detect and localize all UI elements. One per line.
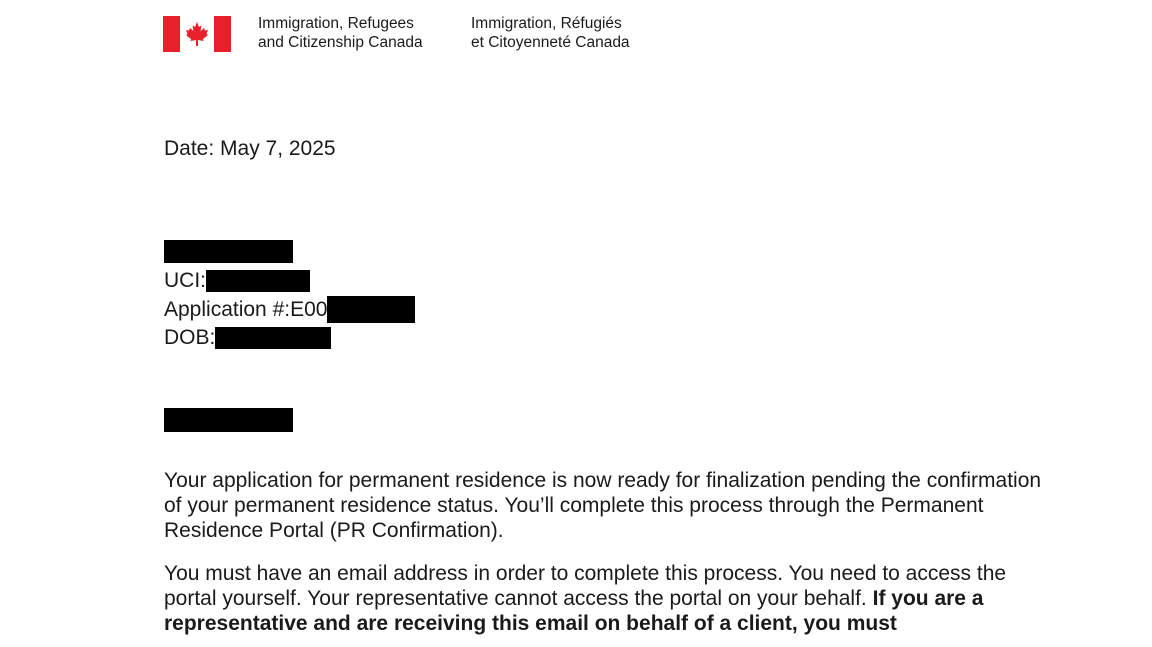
uci-line — [164, 267, 415, 296]
dob-line — [164, 324, 415, 353]
redaction-bar — [164, 408, 293, 432]
application-number-redaction — [327, 296, 415, 323]
uci-label: UCI: — [164, 269, 206, 292]
dob-redaction — [215, 327, 331, 349]
application-number-label: Application #:E00 — [164, 297, 328, 321]
department-name-french — [471, 14, 671, 52]
flag-center — [180, 16, 214, 52]
flag-left-band — [163, 16, 180, 52]
flag-right-band — [214, 16, 231, 52]
paragraph-email-bold-text: If you are a representative and are receiving this email on behalf of a client, you must — [164, 587, 984, 635]
redaction-bar — [164, 240, 293, 263]
department-fr-line1: Immigration, Réfugiés — [471, 15, 622, 32]
letter-date: Date: May 7, 2025 — [164, 137, 336, 160]
application-number-line — [164, 296, 415, 325]
recipient-name-redacted — [164, 240, 293, 263]
canada-flag-icon — [163, 16, 231, 52]
paragraph-email-requirement — [164, 561, 1064, 636]
department-en-line2: and Citizenship Canada — [258, 34, 423, 51]
applicant-identifiers — [164, 267, 415, 353]
department-name-english — [258, 14, 448, 52]
paragraph-ready-for-finalization: Your application for permanent residence is now ready for finalization pending the confirmation of your permanent residence status. You’ll complete this process through the Permanent Residence Portal (PR Confirmation). — [164, 469, 1042, 542]
letterhead — [163, 14, 671, 52]
maple-leaf-icon — [184, 21, 210, 47]
department-fr-line2: et Citoyenneté Canada — [471, 34, 630, 51]
salutation-redacted — [164, 408, 293, 432]
uci-redaction — [206, 270, 310, 292]
dob-label: DOB: — [164, 326, 216, 349]
paragraph-email-regular-text: You must have an email address in order to complete this process. You need to access the portal yourself. Your representative cannot access the portal on your behalf. — [164, 562, 1007, 610]
department-en-line1: Immigration, Refugees — [258, 15, 414, 32]
